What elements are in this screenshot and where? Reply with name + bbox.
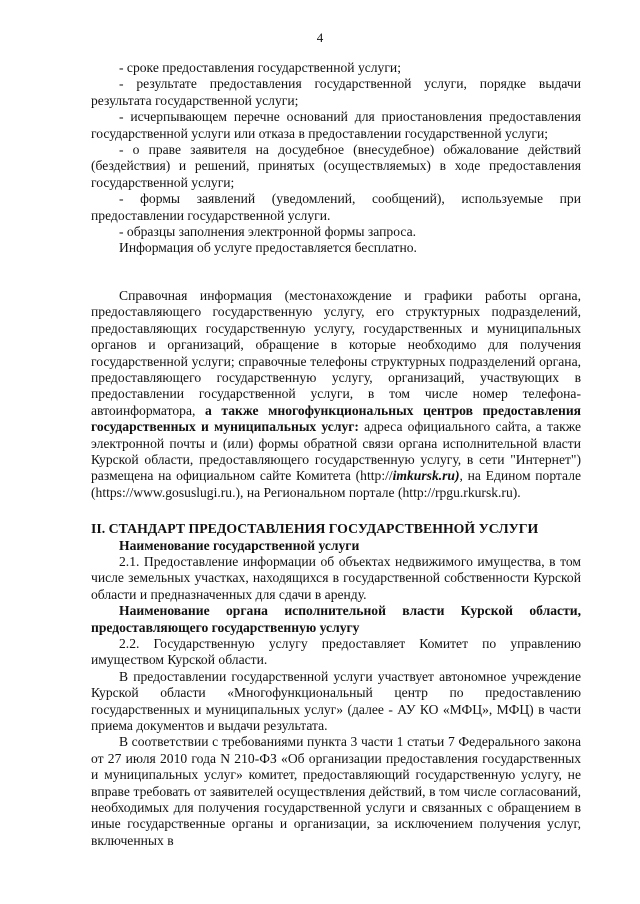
list-item: - исчерпывающем перечне оснований для приостановления предоставления государственной услуги или отказа в предоставлении государственной услуги; xyxy=(91,109,581,141)
service-name-heading: Наименование государственной услуги xyxy=(119,537,360,553)
section-title: II. СТАНДАРТ ПРЕДОСТАВЛЕНИЯ ГОСУДАРСТВЕННОЙ УСЛУГИ xyxy=(91,521,539,537)
list-item: - формы заявлений (уведомлений, сообщений), используемые при предоставлении государственной услуги. xyxy=(91,191,581,223)
authority-name-heading: Наименование органа исполнительной власти Курской области, предоставляющего государственную услугу xyxy=(91,603,581,635)
list-item: - сроке предоставления государственной услуги; xyxy=(119,60,401,75)
reference-text-3: , на Едином портале (https://www.gosuslugi.ru.), на Региональном портале (http://rpgu.rkursk.ru). xyxy=(91,468,582,500)
page-number: 4 xyxy=(316,30,324,45)
reference-text-2: адреса официального сайта, а также электронной почты и (или) формы обратной связи органа исполнительной власти Курской области, предоставляющего государственную услугу, в сети "Интернет") размещена на официальном сайте Комитета (http:// xyxy=(91,419,581,484)
reference-paragraph xyxy=(91,288,581,501)
paragraph-2-1: 2.1. Предоставление информации об объектах недвижимого имущества, в том числе земельных участках, находящихся в государственной собственности Курской области и предназначенных для сдачи в аренду. xyxy=(91,553,581,602)
list-item: - образцы заполнения электронной формы запроса. xyxy=(119,224,416,240)
spacer xyxy=(91,501,581,521)
spacer xyxy=(91,257,581,288)
free-service-note: Информация об услуге предоставляется бесплатно. xyxy=(119,240,417,256)
committee-site-link[interactable]: imkursk.ru) xyxy=(392,468,460,484)
list-item: - результате предоставления государственной услуги, порядке выдачи результата государственной услуги; xyxy=(91,76,581,108)
document-body xyxy=(91,60,581,849)
law-paragraph: В соответствии с требованиями пункта 3 части 1 статьи 7 Федерального закона от 27 июля 2010 года N 210-ФЗ «Об организации предоставления государственных и муниципальных услуг» комитет, предоставляющий государственную услугу, не вправе требовать от заявителей осуществления действий, в том числе согласований, необходимых для получения государственной услуги и связанных с обращением в иные государственные органы и организации, за исключением получения услуг, включенных в xyxy=(91,734,581,848)
paragraph-2-2: 2.2. Государственную услугу предоставляет Комитет по управлению имуществом Курской области. xyxy=(91,636,581,668)
mfc-paragraph: В предоставлении государственной услуги участвует автономное учреждение Курской области «Многофункциональный центр по предоставлению государственных и муниципальных услуг» (далее - АУ КО «МФЦ», МФЦ) в части приема документов и выдачи результата. xyxy=(91,668,581,734)
reference-bold-text: а также многофункциональных центров предоставления государственных и муниципальных услуг: xyxy=(91,402,582,435)
reference-text-1: Справочная информация (местонахождение и графики работы органа, предоставляющего государственную услугу, его структурных подразделений, предоставляющих государственную услугу, государственных и муниципальных органов и организаций, обращение в которые необходимо для получения государственной услуги; справочные телефоны структурных подразделений органа, предоставляющего государственную услугу, организаций, участвующих в предоставлении государственной услуги, в том числе номер телефона-автоинформатора, xyxy=(91,287,581,418)
list-item: - о праве заявителя на досудебное (внесудебное) обжалование действий (бездействия) и решений, принятых (осуществляемых) в ходе предоставления государственной услуги; xyxy=(91,142,581,190)
